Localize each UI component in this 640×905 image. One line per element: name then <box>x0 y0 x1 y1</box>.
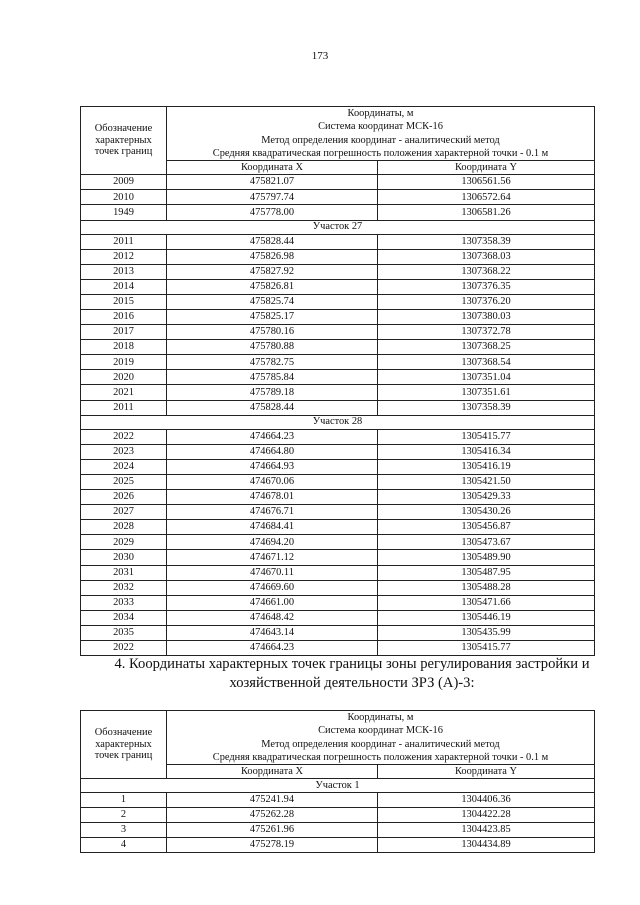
coordinate-y-cell: 1307351.04 <box>378 370 595 385</box>
coordinates-header-line: Метод определения координат - аналитический метод <box>261 738 500 750</box>
coordinate-x-cell: 474670.11 <box>167 565 378 580</box>
point-number-cell: 2010 <box>81 190 167 205</box>
coordinate-x-cell: 475828.44 <box>167 234 378 249</box>
table-row <box>81 340 595 355</box>
point-number-cell: 2017 <box>81 325 167 340</box>
coordinate-y-cell: 1307368.25 <box>378 340 595 355</box>
table-row <box>81 444 595 459</box>
point-number-cell: 2016 <box>81 310 167 325</box>
page-number: 173 <box>311 50 329 62</box>
coordinate-x-cell: 474684.41 <box>167 520 378 535</box>
coordinate-x-cell: 474671.12 <box>167 550 378 565</box>
table-row <box>81 625 595 640</box>
coordinate-y-cell: 1307358.39 <box>378 400 595 415</box>
section-row <box>81 779 595 793</box>
point-number-cell: 2021 <box>81 385 167 400</box>
coordinate-x-cell: 475262.28 <box>167 808 378 823</box>
point-number-cell: 2020 <box>81 370 167 385</box>
point-number-cell: 2032 <box>81 580 167 595</box>
coordinate-x-cell: 475825.74 <box>167 294 378 309</box>
point-number-cell: 1949 <box>81 205 167 220</box>
coordinate-x-cell: 475780.88 <box>167 340 378 355</box>
designation-header-line: точек границ <box>94 146 153 158</box>
coordinate-y-cell: 1305415.77 <box>378 429 595 444</box>
section-title: Участок 1 <box>81 779 595 793</box>
table-row <box>81 610 595 625</box>
point-number-cell: 1 <box>81 793 167 808</box>
table-row <box>81 385 595 400</box>
coordinate-y-cell: 1307376.20 <box>378 294 595 309</box>
coordinate-y-cell: 1304422.28 <box>378 808 595 823</box>
coordinates-header <box>167 107 595 161</box>
section-title: Участок 27 <box>81 220 595 234</box>
point-number-cell: 2019 <box>81 355 167 370</box>
point-number-cell: 2015 <box>81 294 167 309</box>
point-number-cell: 2 <box>81 808 167 823</box>
coordinate-x-cell: 475826.81 <box>167 279 378 294</box>
point-number-cell: 2027 <box>81 505 167 520</box>
table-row <box>81 279 595 294</box>
table-row <box>81 294 595 309</box>
coordinate-x-cell: 475261.96 <box>167 823 378 838</box>
table-row <box>81 490 595 505</box>
point-number-cell: 2022 <box>81 640 167 655</box>
column-header-y: Координата Y <box>378 161 595 175</box>
table-row <box>81 535 595 550</box>
designation-header <box>81 107 167 175</box>
point-number-cell: 2033 <box>81 595 167 610</box>
coordinate-x-cell: 475826.98 <box>167 249 378 264</box>
coordinate-y-cell: 1305430.26 <box>378 505 595 520</box>
coordinate-x-cell: 474664.23 <box>167 640 378 655</box>
point-number-cell: 2026 <box>81 490 167 505</box>
section-heading-line-2: хозяйственной деятельности ЗРЗ (А)-3: <box>229 675 475 692</box>
coordinates-header-line: Координаты, м <box>347 712 414 723</box>
point-number-cell: 4 <box>81 838 167 853</box>
table-row <box>81 838 595 853</box>
coordinate-y-cell: 1307358.39 <box>378 234 595 249</box>
coordinate-x-cell: 475821.07 <box>167 175 378 190</box>
coordinate-y-cell: 1304406.36 <box>378 793 595 808</box>
section-heading-line-1: 4. Координаты характерных точек границы зоны регулирования застройки и <box>114 656 590 672</box>
table-row <box>81 205 595 220</box>
table-row <box>81 580 595 595</box>
coordinate-x-cell: 474670.06 <box>167 474 378 489</box>
section-row <box>81 415 595 429</box>
coordinate-x-cell: 474664.80 <box>167 444 378 459</box>
coordinates-header <box>167 711 595 765</box>
coordinate-x-cell: 475825.17 <box>167 310 378 325</box>
coordinate-y-cell: 1305488.28 <box>378 580 595 595</box>
table-row <box>81 595 595 610</box>
coordinate-y-cell: 1307368.54 <box>378 355 595 370</box>
coordinate-y-cell: 1305487.95 <box>378 565 595 580</box>
coordinate-y-cell: 1306561.56 <box>378 175 595 190</box>
section-title: Участок 28 <box>81 415 595 429</box>
point-number-cell: 2031 <box>81 565 167 580</box>
coordinates-header-line: Средняя квадратическая погрешность положения характерной точки - 0.1 м <box>212 751 549 763</box>
coordinate-x-cell: 475827.92 <box>167 264 378 279</box>
coordinate-y-cell: 1305489.90 <box>378 550 595 565</box>
designation-header-line: характерных <box>95 738 152 750</box>
designation-header-line: точек границ <box>94 750 153 762</box>
table-row <box>81 234 595 249</box>
coordinate-x-cell: 474648.42 <box>167 610 378 625</box>
coordinate-y-cell: 1305456.87 <box>378 520 595 535</box>
point-number-cell: 2011 <box>81 234 167 249</box>
coordinate-x-cell: 475780.16 <box>167 325 378 340</box>
table-row <box>81 565 595 580</box>
point-number-cell: 2035 <box>81 625 167 640</box>
coordinates-header-line: Метод определения координат - аналитический метод <box>261 134 500 146</box>
coordinate-y-cell: 1307380.03 <box>378 310 595 325</box>
coordinate-x-cell: 475785.84 <box>167 370 378 385</box>
designation-header-line: характерных <box>95 134 152 146</box>
coordinates-table-2 <box>80 710 595 853</box>
coordinate-y-cell: 1305435.99 <box>378 625 595 640</box>
coordinate-y-cell: 1304434.89 <box>378 838 595 853</box>
point-number-cell: 2022 <box>81 429 167 444</box>
coordinate-y-cell: 1305416.34 <box>378 444 595 459</box>
table-row <box>81 793 595 808</box>
coordinate-y-cell: 1306572.64 <box>378 190 595 205</box>
coordinate-y-cell: 1307372.78 <box>378 325 595 340</box>
point-number-cell: 2009 <box>81 175 167 190</box>
column-header-x: Координата X <box>167 161 378 175</box>
table-row <box>81 249 595 264</box>
coordinate-x-cell: 475789.18 <box>167 385 378 400</box>
point-number-cell: 2018 <box>81 340 167 355</box>
coordinates-header-line: Средняя квадратическая погрешность положения характерной точки - 0.1 м <box>212 147 549 159</box>
point-number-cell: 2011 <box>81 400 167 415</box>
table-row <box>81 808 595 823</box>
table-header-row <box>81 711 595 765</box>
column-header-y: Координата Y <box>378 765 595 779</box>
point-number-cell: 2028 <box>81 520 167 535</box>
coordinates-header-line: Система координат МСК-16 <box>318 725 443 737</box>
coordinate-x-cell: 474643.14 <box>167 625 378 640</box>
coordinate-x-cell: 474676.71 <box>167 505 378 520</box>
coordinate-x-cell: 474664.93 <box>167 459 378 474</box>
table-row <box>81 823 595 838</box>
table-row <box>81 400 595 415</box>
coordinate-x-cell: 475278.19 <box>167 838 378 853</box>
coordinates-header-line: Координаты, м <box>347 108 414 119</box>
coordinate-x-cell: 475797.74 <box>167 190 378 205</box>
coordinate-x-cell: 474678.01 <box>167 490 378 505</box>
table-row <box>81 264 595 279</box>
coordinate-x-cell: 475241.94 <box>167 793 378 808</box>
designation-header-line: Обозначение <box>94 123 153 135</box>
point-number-cell: 3 <box>81 823 167 838</box>
table-row <box>81 459 595 474</box>
section-heading <box>92 655 612 694</box>
table-row <box>81 175 595 190</box>
table-row <box>81 325 595 340</box>
coordinate-x-cell: 475828.44 <box>167 400 378 415</box>
table-row <box>81 310 595 325</box>
coordinate-y-cell: 1305415.77 <box>378 640 595 655</box>
table-row <box>81 429 595 444</box>
coordinate-x-cell: 474661.00 <box>167 595 378 610</box>
point-number-cell: 2025 <box>81 474 167 489</box>
point-number-cell: 2029 <box>81 535 167 550</box>
coordinate-x-cell: 475778.00 <box>167 205 378 220</box>
coordinate-y-cell: 1305446.19 <box>378 610 595 625</box>
designation-header-line: Обозначение <box>94 727 153 739</box>
section-row <box>81 220 595 234</box>
point-number-cell: 2024 <box>81 459 167 474</box>
table-row <box>81 355 595 370</box>
coordinates-table-1 <box>80 106 595 656</box>
coordinate-y-cell: 1305471.66 <box>378 595 595 610</box>
coordinate-x-cell: 474669.60 <box>167 580 378 595</box>
point-number-cell: 2013 <box>81 264 167 279</box>
point-number-cell: 2023 <box>81 444 167 459</box>
coordinate-y-cell: 1306581.26 <box>378 205 595 220</box>
table-row <box>81 505 595 520</box>
coordinate-y-cell: 1307376.35 <box>378 279 595 294</box>
coordinate-x-cell: 475782.75 <box>167 355 378 370</box>
point-number-cell: 2030 <box>81 550 167 565</box>
coordinate-y-cell: 1304423.85 <box>378 823 595 838</box>
coordinate-y-cell: 1305416.19 <box>378 459 595 474</box>
designation-header <box>81 711 167 779</box>
point-number-cell: 2034 <box>81 610 167 625</box>
column-header-x: Координата X <box>167 765 378 779</box>
table-row <box>81 370 595 385</box>
coordinate-y-cell: 1305473.67 <box>378 535 595 550</box>
coordinate-y-cell: 1305421.50 <box>378 474 595 489</box>
point-number-cell: 2012 <box>81 249 167 264</box>
coordinate-y-cell: 1307351.61 <box>378 385 595 400</box>
coordinate-y-cell: 1307368.22 <box>378 264 595 279</box>
table-header-row <box>81 107 595 161</box>
table-row <box>81 474 595 489</box>
table-row <box>81 520 595 535</box>
table-row <box>81 190 595 205</box>
table-row <box>81 550 595 565</box>
coordinate-y-cell: 1305429.33 <box>378 490 595 505</box>
coordinate-x-cell: 474694.20 <box>167 535 378 550</box>
coordinate-y-cell: 1307368.03 <box>378 249 595 264</box>
point-number-cell: 2014 <box>81 279 167 294</box>
table-row <box>81 640 595 655</box>
coordinate-x-cell: 474664.23 <box>167 429 378 444</box>
coordinates-header-line: Система координат МСК-16 <box>318 121 443 133</box>
